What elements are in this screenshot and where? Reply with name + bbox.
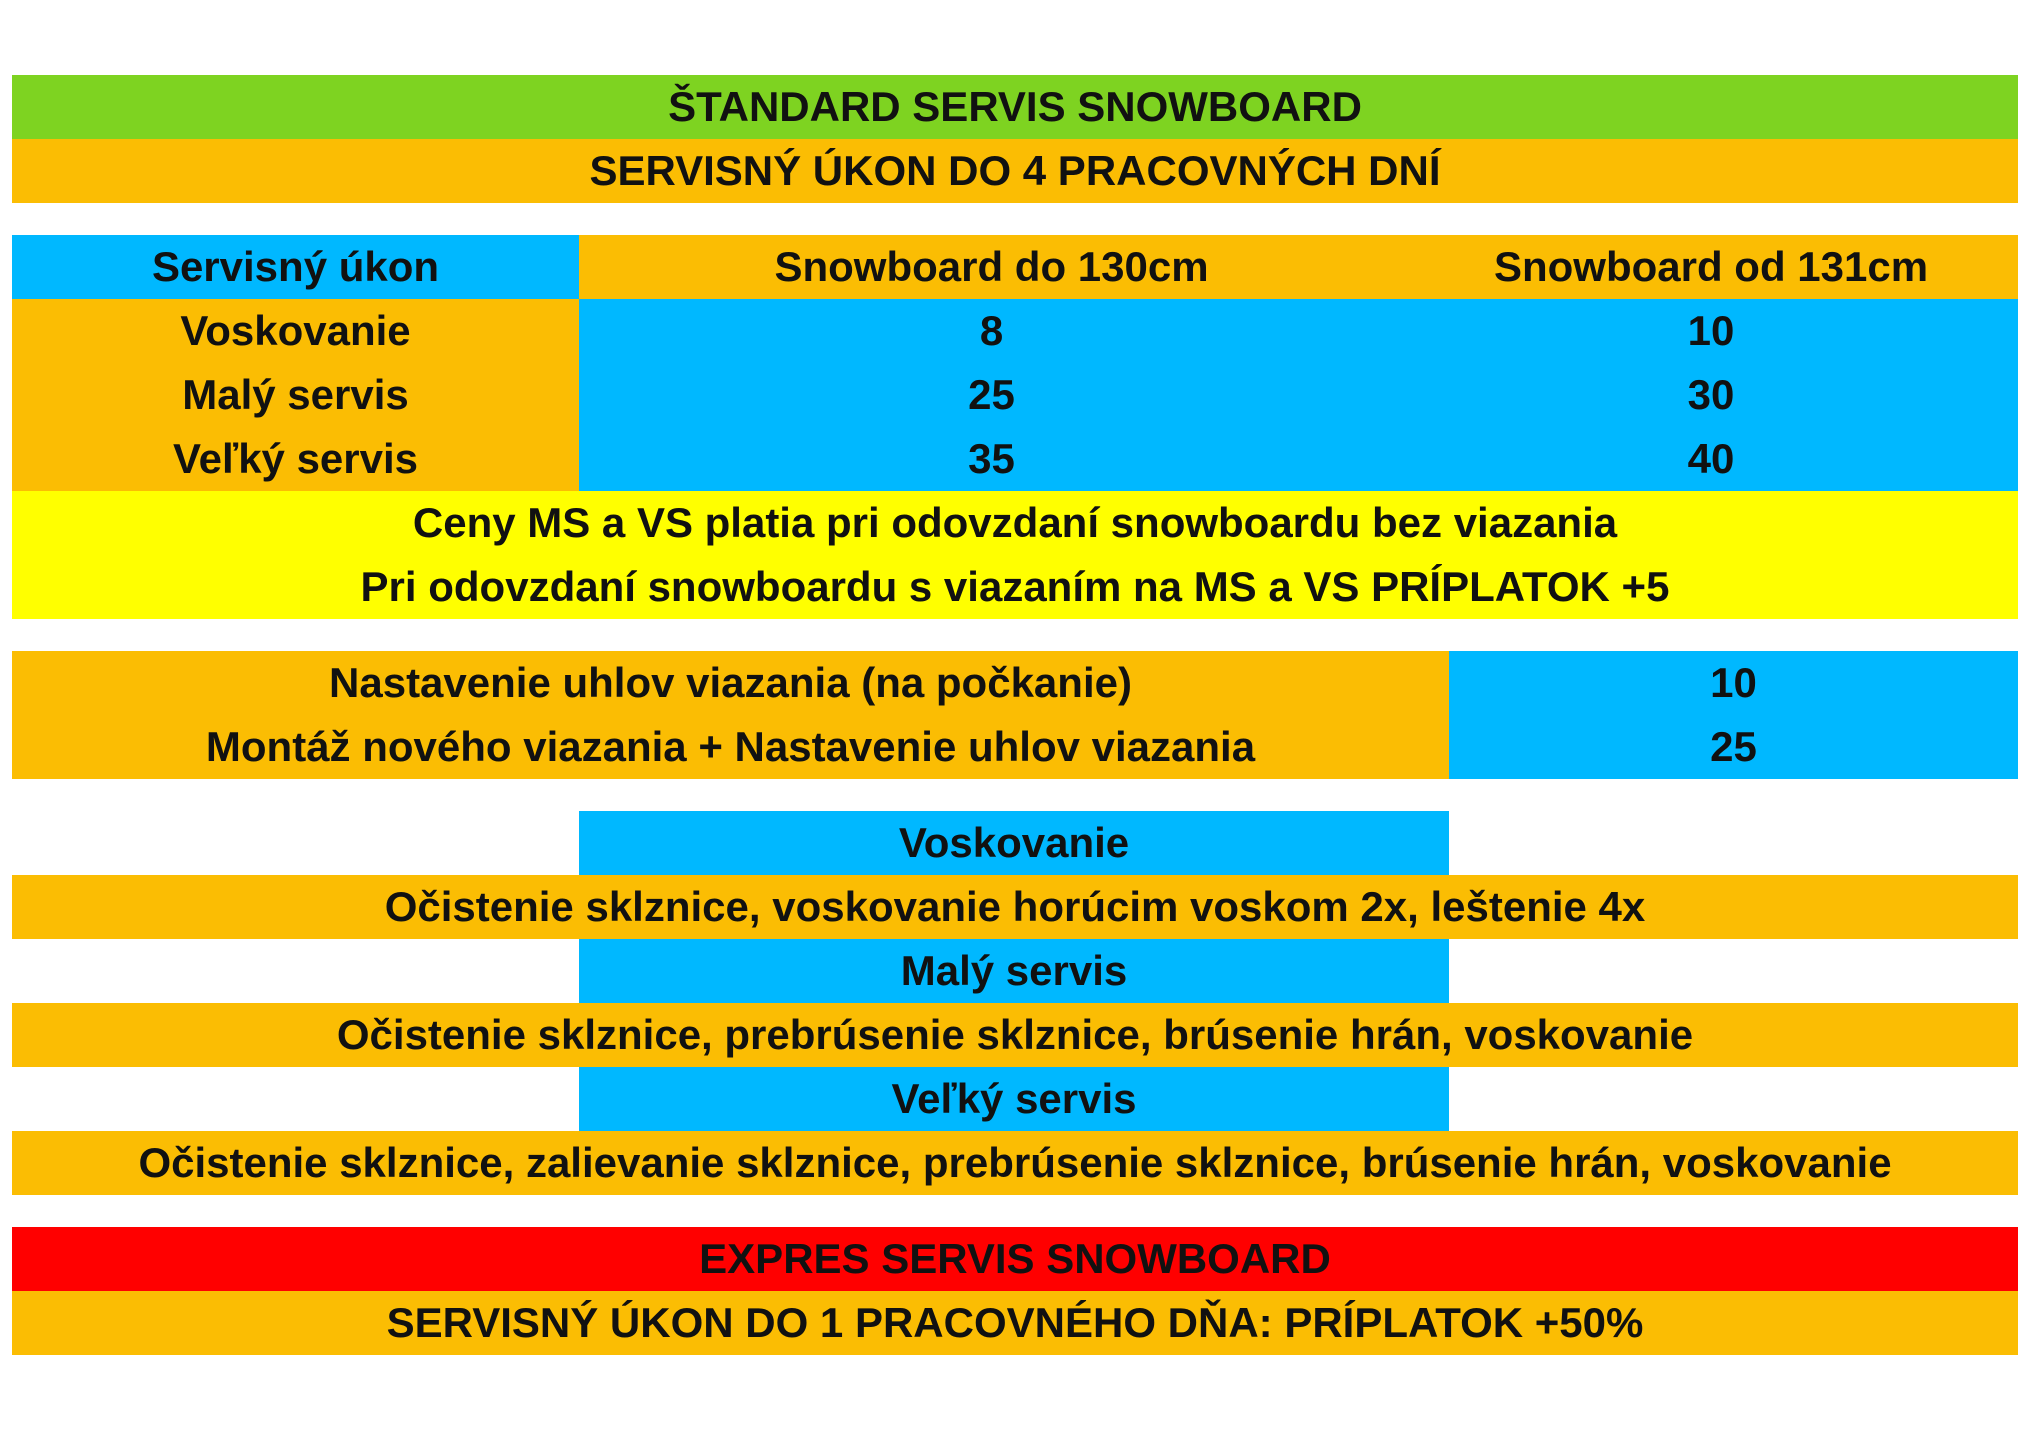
row-name: Voskovanie bbox=[12, 299, 579, 363]
row-price-large: 30 bbox=[1687, 371, 1735, 418]
header-small: Snowboard do 130cm bbox=[774, 243, 1209, 290]
description-text: Očistenie sklznice, prebrúsenie sklznice, brúsenie hrán, voskovanie bbox=[12, 1003, 2018, 1067]
binding-row-name: Nastavenie uhlov viazania (na počkanie) bbox=[12, 651, 1449, 715]
express-subtitle: SERVISNÝ ÚKON DO 1 PRACOVNÉHO DŇA: PRÍPLATOK +50% bbox=[12, 1291, 2018, 1355]
binding-row-price: 10 bbox=[1449, 651, 2018, 715]
standard-subtitle: SERVISNÝ ÚKON DO 4 PRACOVNÝCH DNÍ bbox=[12, 139, 2018, 203]
row-price-small: 35 bbox=[968, 435, 1015, 482]
header-service: Servisný úkon bbox=[12, 235, 579, 299]
header-large: Snowboard od 131cm bbox=[1493, 243, 1929, 290]
row-name: Malý servis bbox=[12, 363, 579, 427]
standard-title: ŠTANDARD SERVIS SNOWBOARD bbox=[12, 75, 2018, 139]
row-price-large: 10 bbox=[1687, 307, 1735, 354]
row-name: Veľký servis bbox=[12, 427, 579, 491]
description-text: Očistenie sklznice, voskovanie horúcim voskom 2x, leštenie 4x bbox=[12, 875, 2018, 939]
description-title: Voskovanie bbox=[579, 811, 1449, 875]
description-title: Malý servis bbox=[579, 939, 1449, 1003]
binding-row-name: Montáž nového viazania + Nastavenie uhlov viazania bbox=[12, 715, 1449, 779]
row-price-small: 8 bbox=[979, 307, 1004, 354]
description-title: Veľký servis bbox=[579, 1067, 1449, 1131]
row-price-small: 25 bbox=[968, 371, 1015, 418]
binding-row-price: 25 bbox=[1449, 715, 2018, 779]
description-text: Očistenie sklznice, zalievanie sklznice, prebrúsenie sklznice, brúsenie hrán, voskovanie bbox=[12, 1131, 2018, 1195]
price-note: Pri odovzdaní snowboardu s viazaním na MS a VS PRÍPLATOK +5 bbox=[12, 555, 2018, 619]
row-price-large: 40 bbox=[1687, 435, 1735, 482]
price-note: Ceny MS a VS platia pri odovzdaní snowboardu bez viazania bbox=[12, 491, 2018, 555]
express-title: EXPRES SERVIS SNOWBOARD bbox=[12, 1227, 2018, 1291]
